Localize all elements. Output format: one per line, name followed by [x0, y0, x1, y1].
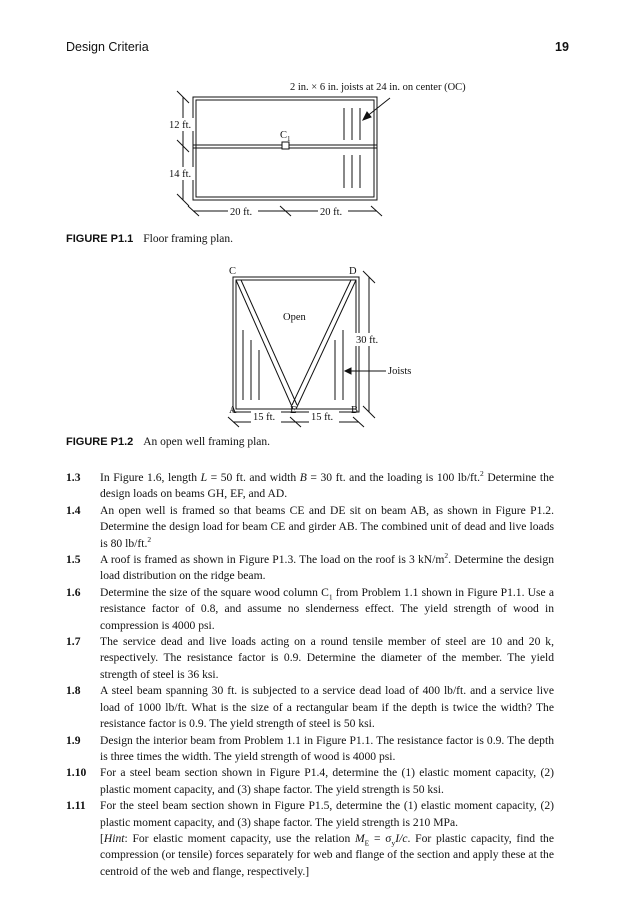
running-header: Design Criteria [66, 40, 149, 54]
figure-caption-text: An open well framing plan. [143, 436, 271, 448]
problem-1-11: 1.11 For the steel beam section shown in Figure P1.5, determine the (1) elastic moment capacity, (2) plastic moment capacity, and (3) shape factor. The yield strength is 210 MPa. [66, 799, 554, 829]
point-e: E [290, 405, 297, 416]
figure-p1-1-caption [66, 233, 233, 245]
problem-number: 1.9 [66, 733, 81, 747]
dim-12ft: 12 ft. [169, 120, 192, 131]
point-b: B [351, 405, 359, 416]
vertical-dimension [177, 91, 189, 206]
problem-1-5: 1.5 A roof is framed as shown in Figure P1.3. The load on the roof is 3 $kN/m^2$. Determine the design load distribution on the ridge beam. [66, 551, 554, 583]
problem-1-8: 1.8 A steel beam spanning 30 ft. is subjected to a service dead load of 400 lb/ft. and a service live load of 1000 lb/ft. What is the size of a rectangular beam if the depth is twice the width? The resistance factor is 0.9. The yield strength of steel is 50 ksi. [66, 684, 554, 731]
dim-15ft-right: 15 ft. [311, 412, 334, 423]
joists-leader [345, 368, 386, 374]
page-number: 19 [555, 40, 569, 54]
figure-p1-2-caption [66, 436, 270, 448]
figure-label: FIGURE P1.2 [66, 436, 134, 448]
figure-p1-2 [0, 255, 638, 445]
dim-30ft: 30 ft. [356, 335, 379, 346]
horizontal-dimension [188, 206, 382, 216]
problem-list [66, 470, 554, 880]
joists-label: Joists [388, 366, 412, 377]
problem-number: 1.3 [66, 471, 81, 484]
column-c1-marker [282, 142, 289, 149]
dim-20ft-left: 20 ft. [230, 207, 253, 218]
problem-1-11-hint: [Hint: For elastic moment capacity, use the relation $M_E = \sigma_yI/c$. For plastic capacity, find the compression (or tensile) forces separately for web and flange of the section and apply these at the centroid of the web and flange, respectively.] [100, 831, 554, 878]
joist-note: 2 in. × 6 in. joists at 24 in. on center (OC) [290, 82, 466, 93]
open-label: Open [283, 312, 306, 323]
problem-number: 1.5 [66, 553, 81, 567]
dim-14ft: 14 ft. [169, 169, 192, 180]
hint-word: Hint [103, 831, 125, 845]
problem-number: 1.4 [66, 503, 81, 517]
problem-number: 1.6 [66, 585, 81, 599]
problem-1-4: 1.4 An open well is framed so that beams CE and DE sit on beam AB, as shown in Figure P1.2. Determine the design load for beam CE and girder AB. The combined unit of dead and live loads is 80 lb/ft.$^2$ [66, 503, 554, 550]
problem-number: 1.11 [66, 799, 86, 813]
figure-caption-text: Floor framing plan. [143, 233, 233, 245]
problem-1-9: 1.9 Design the interior beam from Problem 1.1 in Figure P1.1. The resistance factor is 0.9. The depth is three times the width. The yield strength of wood is 4000 psi. [66, 733, 554, 763]
column-c1-label: $C_1$ [280, 130, 291, 143]
horizontal-dimension [228, 417, 364, 427]
dim-15ft-left: 15 ft. [253, 412, 276, 423]
problem-number: 1.7 [66, 635, 81, 649]
point-d: D [349, 266, 357, 277]
problem-1-7: 1.7 The service dead and live loads acting on a round tensile member of steel are 10 and 20 k, respectively. The resistance factor is 0.9. Determine the diameter of the member. The yield strength of steel is 36 ksi. [66, 635, 554, 681]
problem-1-10: 1.10 For a steel beam section shown in Figure P1.4, determine the (1) elastic moment capacity, (2) plastic moment capacity, and (3) shape factor. The yield strength is 50 ksi. [66, 766, 554, 796]
figure-label: FIGURE P1.1 [66, 233, 134, 245]
figure-p1-1 [0, 0, 638, 250]
problem-1-6: 1.6 Determine the size of the square wood column $C_1$ from Problem 1.1 shown in Figure P1.1. Use a resistance factor of 0.8, and assume no slenderness effect. The yield strength of wood in compression is 4000 psi. [66, 585, 554, 632]
problem-1-3: 1.3 In Figure 1.6, length L = 50 ft. and width B = 30 ft. and the loading is 100 lb/ft.$^2$ Determine the design loads on beams GH, EF, and AD. [66, 469, 555, 501]
point-c: C [229, 266, 237, 277]
well-outline [233, 277, 359, 412]
problem-number: 1.10 [66, 766, 87, 780]
problem-number: 1.8 [66, 684, 81, 698]
point-a: A [229, 405, 237, 416]
dim-20ft-right: 20 ft. [320, 207, 343, 218]
